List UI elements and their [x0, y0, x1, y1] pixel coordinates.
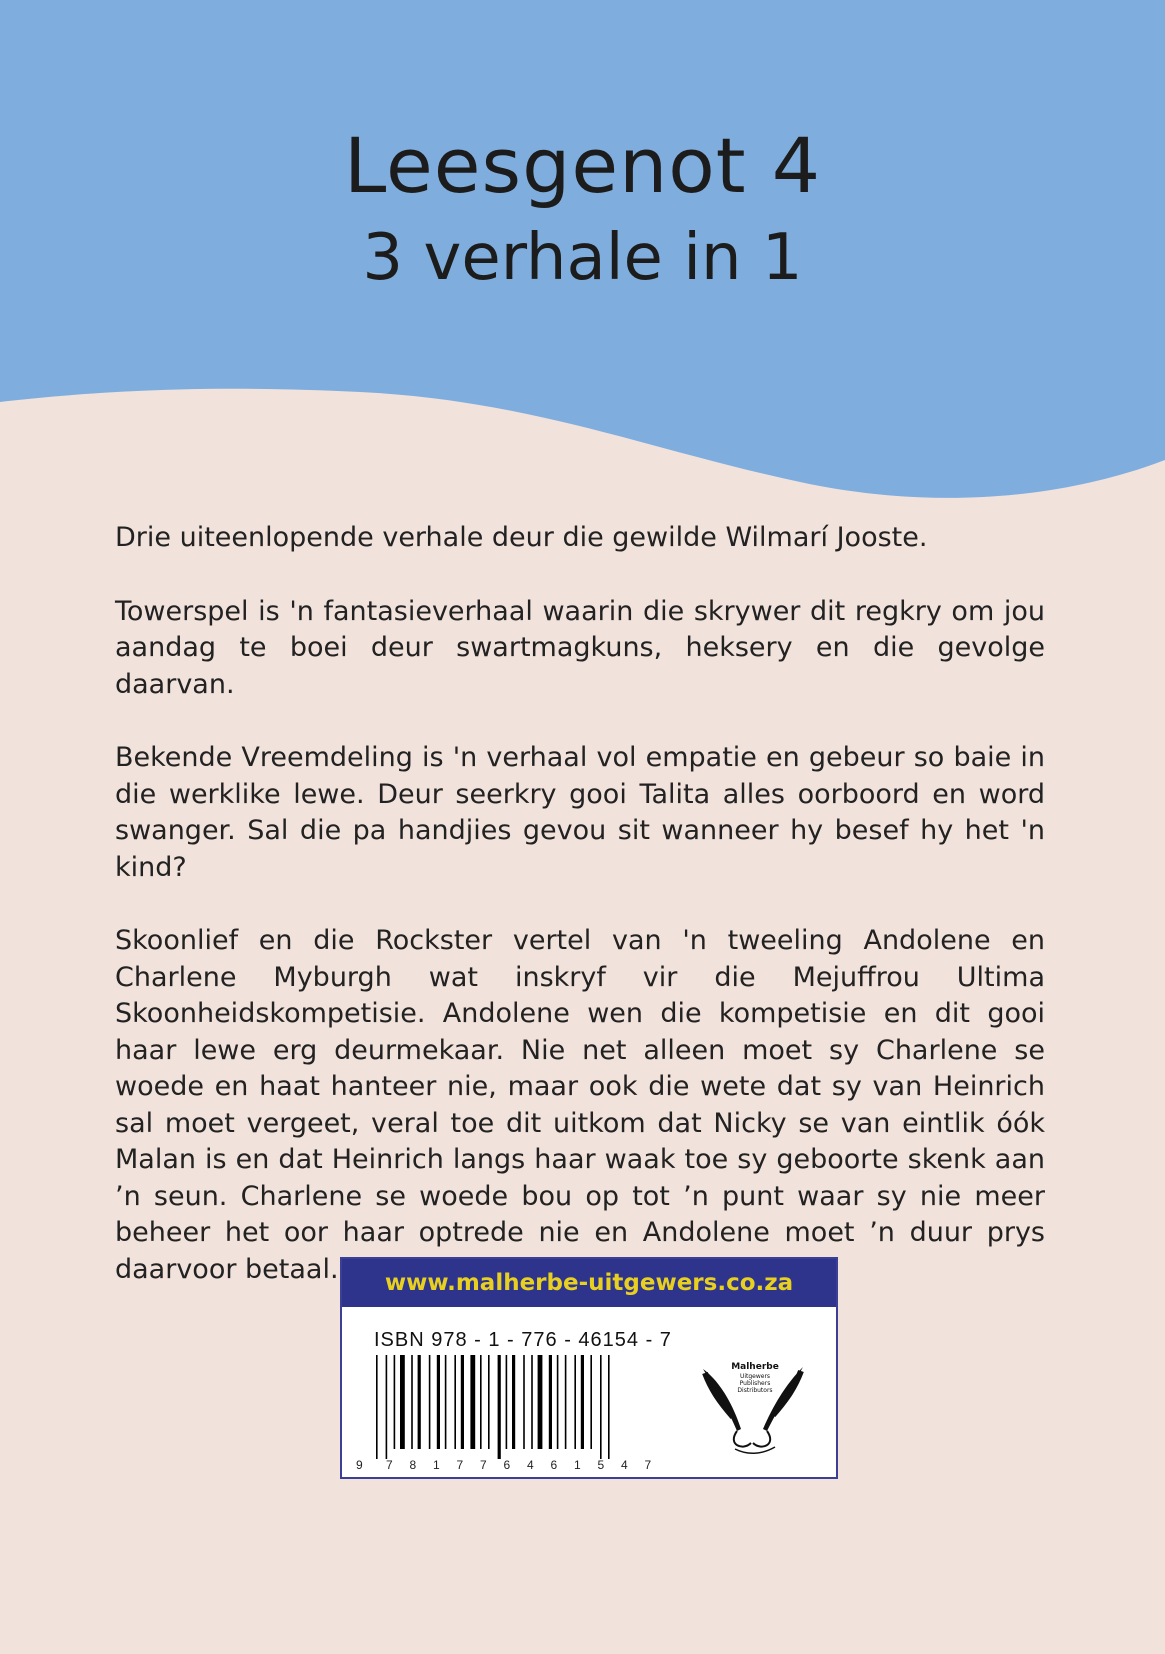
blurb-bekende-vreemdeling: Bekende Vreemdeling is 'n verhaal vol empatie en gebeur so baie in die werklike lewe. Deur seerkry gooi Talita alles oorboord en word swanger. Sal die pa handjies gevou sit wanneer hy besef hy het 'n kind? — [115, 742, 1045, 883]
barcode-bar — [600, 1355, 602, 1459]
barcode-digit: 4 — [621, 1458, 628, 1471]
barcode-digit: 8 — [409, 1458, 417, 1471]
barcode-digit: 1 — [574, 1458, 581, 1471]
publisher-url[interactable]: www.malherbe-uitgewers.co.za — [342, 1259, 836, 1307]
barcode-bar — [470, 1355, 475, 1449]
barcode-bar — [418, 1355, 421, 1449]
barcode-digit: 7 — [386, 1458, 393, 1471]
barcode-bar — [498, 1355, 501, 1459]
book-title — [0, 120, 1165, 212]
barcode-digit: 7 — [456, 1458, 464, 1471]
barcode-bar — [445, 1355, 447, 1449]
barcode-digit: 6 — [550, 1458, 558, 1471]
barcode-bar — [400, 1355, 405, 1449]
barcode-digit: 9 — [356, 1458, 363, 1471]
barcode-digit: 1 — [433, 1458, 440, 1471]
barcode-bar — [429, 1355, 431, 1449]
barcode-bar — [461, 1355, 464, 1449]
barcode-digit: 5 — [597, 1458, 605, 1471]
barcode-bar — [565, 1355, 567, 1449]
blurb-towerspel: Towerspel is 'n fantasieverhaal waarin die skrywer dit regkry om jou aandag te boei deur swartmagkuns, heksery en die gevolge daarvan. — [115, 595, 1045, 700]
book-title-text: Leesgenot 4 — [343, 121, 822, 210]
barcode-bar — [506, 1355, 508, 1449]
barcode — [350, 1355, 680, 1471]
book-subtitle: 3 verhale in 1 — [362, 221, 803, 295]
barcode-bar — [557, 1355, 559, 1449]
back-cover-blurb — [115, 520, 1045, 1325]
barcode-bar — [574, 1355, 576, 1449]
logo-line3: Distributors — [737, 1387, 773, 1394]
barcode-bar — [376, 1355, 378, 1459]
logo-line2: Publishers — [739, 1380, 771, 1387]
barcode-bar — [454, 1355, 456, 1449]
barcode-digit: 6 — [503, 1458, 511, 1471]
logo-name: Malherbe — [731, 1362, 779, 1372]
barcode-bar — [411, 1355, 413, 1449]
barcode-bar — [480, 1355, 482, 1449]
barcode-bar — [394, 1355, 396, 1449]
barcode-bar — [523, 1355, 525, 1449]
barcode-bar — [581, 1355, 584, 1449]
barcode-digit: 7 — [644, 1458, 652, 1471]
barcode-bar — [437, 1355, 440, 1449]
barcode-bar — [531, 1355, 533, 1449]
logo-line1: Uitgewers — [739, 1373, 771, 1380]
barcode-bar — [608, 1355, 610, 1459]
barcode-bar — [488, 1355, 490, 1449]
barcode-bar — [386, 1355, 388, 1459]
blurb-skoonlief: Skoonlief en die Rockster vertel van 'n tweeling Andolene en Charlene Myburgh wat inskryf vir die Mejuffrou Ultima Skoonheidskompetisie. Andolene wen die kompetisie en dit gooi haar lewe erg deurmekaar. Nie net alleen moet sy Charlene se woede en haat hanteer nie, maar ook die wete dat sy van Heinrich sal moet vergeet, veral toe dit uitkom dat Nicky se van eintlik óók Malan is en dat Heinrich langs haar waak toe sy geboorte skenk aan ’n seun. Charlene se woede bou op tot ’n punt waar sy nie meer beheer het oor haar optrede nie en Andolene moet ’n duur prys daarvoor betaal. — [115, 925, 1045, 1285]
barcode-digit: 4 — [527, 1458, 534, 1471]
barcode-bar — [549, 1355, 552, 1449]
blurb-intro: Drie uiteenlopende verhale deur die gewilde Wilmarí Jooste. — [115, 522, 928, 553]
barcode-bar — [512, 1355, 515, 1449]
barcode-bar — [538, 1355, 543, 1449]
isbn-label: ISBN 978 - 1 - 776 - 46154 - 7 — [374, 1329, 672, 1351]
barcode-digit: 7 — [480, 1458, 487, 1471]
barcode-bar — [590, 1355, 592, 1449]
barcode-panel — [340, 1257, 838, 1479]
quill-pens-logo-icon — [697, 1359, 809, 1459]
title-block — [0, 120, 1165, 304]
